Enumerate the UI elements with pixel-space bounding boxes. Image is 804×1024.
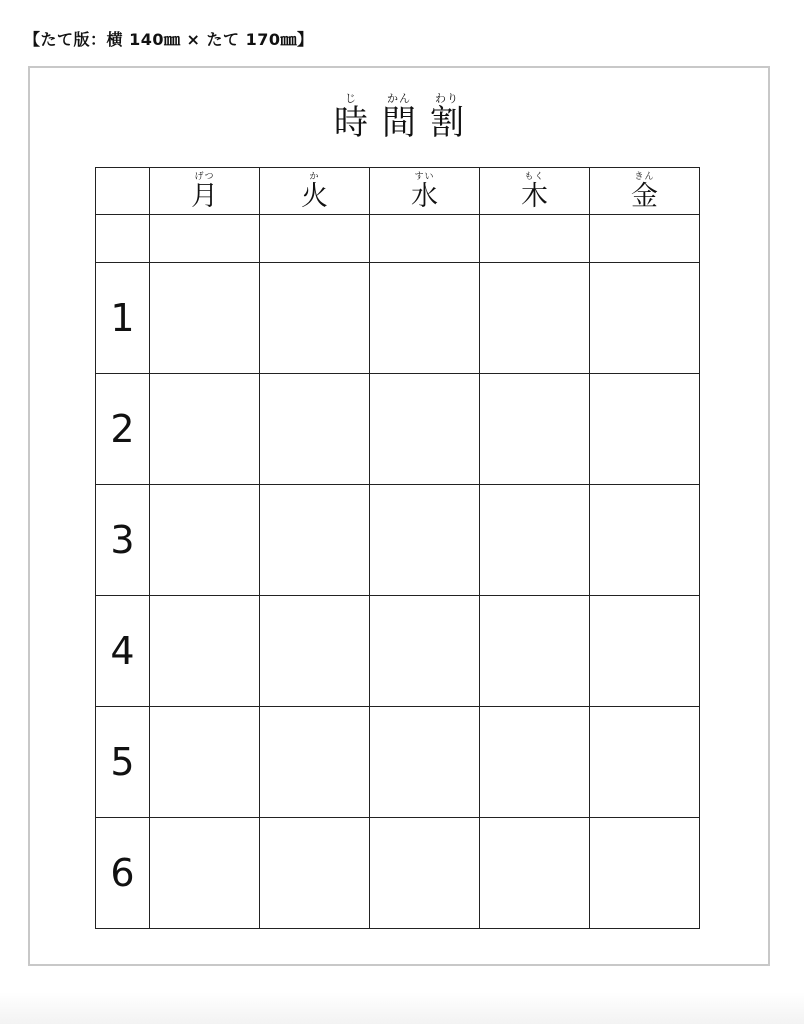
title-char-wari: 割わり <box>430 92 464 143</box>
period-number: 1 <box>96 263 150 374</box>
blank-cell[interactable] <box>260 215 370 263</box>
period-row-5 <box>96 707 700 818</box>
lesson-cell[interactable] <box>480 707 590 818</box>
period-number: 3 <box>96 485 150 596</box>
lesson-cell[interactable] <box>260 707 370 818</box>
period-row-1 <box>96 263 700 374</box>
lesson-cell[interactable] <box>590 374 700 485</box>
lesson-cell[interactable] <box>260 596 370 707</box>
day-header-friday: 金きん <box>590 168 700 215</box>
lesson-cell[interactable] <box>150 263 260 374</box>
lesson-cell[interactable] <box>370 485 480 596</box>
blank-cell <box>96 215 150 263</box>
lesson-cell[interactable] <box>590 707 700 818</box>
period-number: 4 <box>96 596 150 707</box>
corner-cell <box>96 168 150 215</box>
period-number: 5 <box>96 707 150 818</box>
timetable-sheet <box>28 66 770 966</box>
lesson-cell[interactable] <box>150 707 260 818</box>
period-number: 6 <box>96 818 150 929</box>
title-char-ji: 時じ <box>334 92 368 143</box>
day-header-wednesday: 水すい <box>370 168 480 215</box>
day-header-thursday: 木もく <box>480 168 590 215</box>
period-number: 2 <box>96 374 150 485</box>
lesson-cell[interactable] <box>370 263 480 374</box>
page-caption: 【たて版：横 140㎜ × たて 170㎜】 <box>24 30 314 49</box>
period-row-6 <box>96 818 700 929</box>
title-char-kan: 間かん <box>382 92 416 143</box>
lesson-cell[interactable] <box>480 263 590 374</box>
header-row <box>96 168 700 215</box>
lesson-cell[interactable] <box>480 374 590 485</box>
lesson-cell[interactable] <box>590 263 700 374</box>
period-row-3 <box>96 485 700 596</box>
blank-cell[interactable] <box>150 215 260 263</box>
lesson-cell[interactable] <box>370 596 480 707</box>
lesson-cell[interactable] <box>590 596 700 707</box>
lesson-cell[interactable] <box>260 485 370 596</box>
lesson-cell[interactable] <box>260 818 370 929</box>
lesson-cell[interactable] <box>150 374 260 485</box>
blank-row <box>96 215 700 263</box>
lesson-cell[interactable] <box>370 707 480 818</box>
bottom-strip <box>0 992 804 1024</box>
timetable-grid <box>95 167 700 929</box>
day-header-monday: 月げつ <box>150 168 260 215</box>
period-row-4 <box>96 596 700 707</box>
blank-cell[interactable] <box>480 215 590 263</box>
period-row-2 <box>96 374 700 485</box>
lesson-cell[interactable] <box>480 485 590 596</box>
lesson-cell[interactable] <box>480 818 590 929</box>
blank-cell[interactable] <box>590 215 700 263</box>
day-header-tuesday: 火か <box>260 168 370 215</box>
blank-cell[interactable] <box>370 215 480 263</box>
lesson-cell[interactable] <box>150 596 260 707</box>
lesson-cell[interactable] <box>260 263 370 374</box>
lesson-cell[interactable] <box>590 485 700 596</box>
page-title <box>30 92 768 143</box>
lesson-cell[interactable] <box>370 818 480 929</box>
lesson-cell[interactable] <box>590 818 700 929</box>
lesson-cell[interactable] <box>260 374 370 485</box>
lesson-cell[interactable] <box>150 818 260 929</box>
lesson-cell[interactable] <box>150 485 260 596</box>
lesson-cell[interactable] <box>370 374 480 485</box>
lesson-cell[interactable] <box>480 596 590 707</box>
